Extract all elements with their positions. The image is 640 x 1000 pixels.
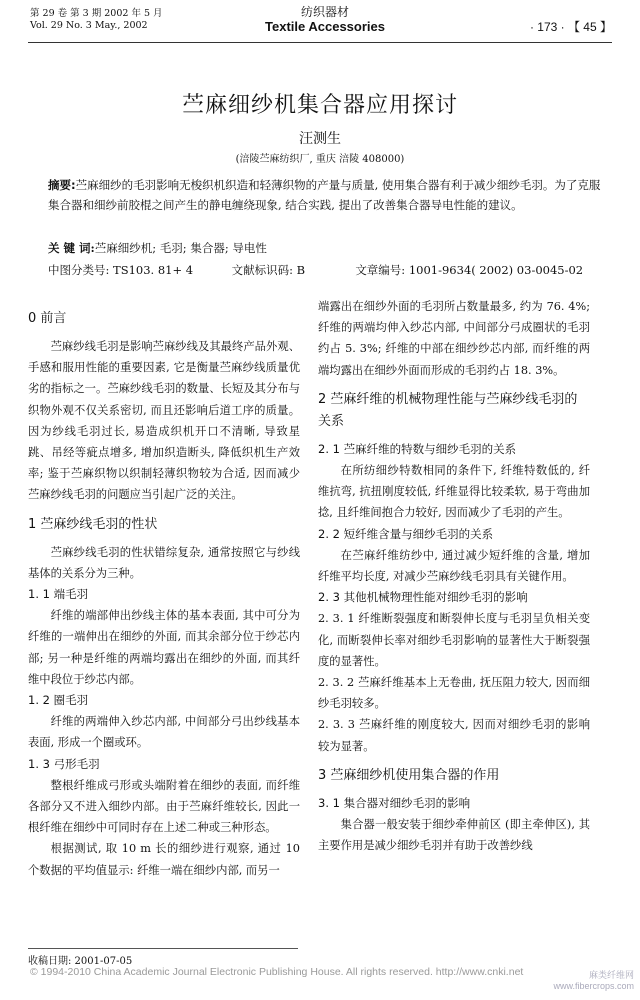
- article-title: 苎麻细纱机集合器应用探讨: [181, 93, 458, 118]
- abstract: [48, 175, 608, 215]
- section-3-1-heading: 3. 1 集合器对细纱毛羽的影响: [318, 795, 471, 810]
- section-2-heading: 2 苎麻纤维的机械物理性能与苎麻纱线毛羽的关系: [318, 391, 578, 429]
- section-1-3-paragraph-2: 根据测试, 取 10 m 长的细纱进行观察, 通过 10 个数据的平均值显示: 纤维一端在细纱内部, 而另一: [28, 842, 300, 877]
- section-2-3-2-text: 2. 3. 2 苎麻纤维基本上无卷曲, 抚压阻力较大, 因而细纱毛羽较多。: [318, 676, 590, 711]
- section-1-paragraph: 苎麻纱线毛羽的性状错综复杂, 通常按照它与纱线基体的关系分为三种。: [28, 545, 300, 580]
- classification-line: [48, 262, 618, 278]
- section-1-2-paragraph: 纤维的两端伸入纱芯内部, 中间部分弓出纱线基本表面, 形成一个圈或环。: [28, 715, 300, 750]
- journal-name-cn: 纺织器材: [300, 5, 349, 19]
- author: 汪测生: [299, 131, 341, 147]
- affiliation: (涪陵苎麻纺织厂, 重庆 涪陵 408000): [235, 154, 405, 165]
- keywords: [48, 240, 608, 256]
- section-1-3-paragraph: 整根纤维成弓形或头端附着在细纱的表面, 而纤维各部分又不进入细纱内部。由于苎麻纤维较长, 因此一根纤维在细纱中可同时存在上述二种或三种形态。: [28, 778, 300, 835]
- section-3-heading: 3 苎麻细纱机使用集合器的作用: [318, 767, 500, 783]
- section-2-1-paragraph: 在所纺细纱特数相同的条件下, 纤维特数低的, 纤维抗弯, 抗扭刚度较低, 纤维显得比较柔软, 易于弯曲加捻, 且纤维间抱合力较好, 因而减少了毛羽的产生。: [318, 464, 590, 520]
- keywords-text: 苎麻细纱机; 毛羽; 集合器; 导电性: [94, 241, 267, 255]
- keywords-label: 关 键 词:: [48, 241, 95, 255]
- section-2-3-heading: 2. 3 其他机械物理性能对细纱毛羽的影响: [318, 590, 528, 605]
- section-2-2-paragraph: 在苎麻纤维纺纱中, 通过减少短纤维的含量, 增加纤维平均长度, 对减少苎麻纱线毛羽具有关键作用。: [318, 548, 590, 584]
- running-header: [0, 0, 640, 44]
- clc-number: 中图分类号: TS103. 81+ 4: [48, 263, 194, 277]
- journal-name-en: Textile Accessories: [265, 19, 385, 34]
- abstract-label: 摘要:: [48, 178, 76, 192]
- received-date: 收稿日期: 2001-07-05: [28, 948, 298, 967]
- section-2-3-3-text: 2. 3. 3 苎麻纤维的刚度较大, 因而对细纱毛羽的影响较为显著。: [318, 718, 590, 753]
- watermark-line-1: 麻类纤维网: [588, 970, 634, 980]
- section-1-2-heading: 1. 2 圈毛羽: [28, 693, 89, 708]
- volume-cn: 第 29 卷 第 3 期 2002 年 5 月: [30, 8, 163, 19]
- journal-name: [250, 6, 400, 34]
- section-1-3-heading: 1. 3 弓形毛羽: [28, 756, 100, 771]
- section-2-3-1-text: 2. 3. 1 纤维断裂强度和断裂伸长度与毛羽呈负相关变化, 而断裂伸长率对细纱毛羽影响的显著性大于断裂强度的显著性。: [318, 612, 590, 668]
- section-1-heading: 1 苎麻纱线毛羽的性状: [28, 516, 158, 532]
- continued-paragraph: 端露出在细纱外面的毛羽所占数量最多, 约为 76. 4%; 纤维的两端均伸入纱芯内部, 中间部分弓成圈状的毛羽约占 5. 3%; 纤维的中部在细纱纱芯内部, 而纤维的两端均露出在细纱外面而形成的毛羽约占 18. 3%。: [318, 300, 590, 377]
- section-0-paragraph: 苎麻纱线毛羽是影响苎麻纱线及其最终产品外观、手感和服用性能的重要因素, 它是衡量苎麻纱线质量优劣的指标之一。苎麻纱线毛羽的数量、长短及其分布与织物外观不仅关系密切, 而且还影响后道工序的质量。因为纱线毛羽过长, 易造成织机开口不清晰, 导致星跳、吊经等疵点增多, 增加织造断头, 降低织机生产效率; 鉴于苎麻织物以织制轻薄织物较为合适, 因而减少苎麻纱线毛羽的问题应当引起广泛的关注。: [28, 340, 300, 502]
- watermark: [553, 970, 634, 992]
- section-2-1-heading: 2. 1 苎麻纤维的特数与细纱毛羽的关系: [318, 441, 517, 456]
- watermark-line-2: www.fibercrops.com: [553, 981, 634, 991]
- left-column: [28, 300, 300, 881]
- article-number: 文章编号: 1001-9634( 2002) 03-0045-02: [355, 263, 584, 277]
- section-2-2-heading: 2. 2 短纤维含量与细纱毛羽的关系: [318, 526, 494, 541]
- abstract-text: 苎麻细纱的毛羽影响无梭织机织造和轻薄织物的产量与质量, 使用集合器有利于减少细纱毛羽。为了克服集合器和细纱前胶棍之间产生的静电缠绕现象, 结合实践, 提出了改善集合器导电性能的建议。: [48, 178, 601, 212]
- copyright-line: © 1994-2010 China Academic Journal Electronic Publishing House. All rights reserved. http://www.cnki.net: [30, 966, 524, 978]
- page-number: · 173 · 【 45 】: [529, 20, 612, 34]
- section-1-1-heading: 1. 1 端毛羽: [28, 587, 89, 602]
- section-0-heading: 0 前言: [28, 311, 67, 326]
- section-3-1-paragraph: 集合器一般安装于细纱牵伸前区 (即主牵伸区), 其主要作用是减少细纱毛羽并有助于改善纱线: [318, 818, 590, 853]
- section-1-1-paragraph: 纤维的端部伸出纱线主体的基本表面, 其中可分为纤维的一端伸出在细纱的外面, 而其余部分位于纱芯内部; 另一种是纤维的两端均露出在细纱的外面, 而其纤维中段位于纱芯内部。: [28, 609, 300, 686]
- right-column: [318, 296, 590, 856]
- volume-en: Vol. 29 No. 3 May., 2002: [30, 20, 148, 31]
- volume-info: [30, 8, 163, 32]
- document-code: 文献标识码: B: [231, 263, 306, 277]
- header-rule: [28, 42, 612, 43]
